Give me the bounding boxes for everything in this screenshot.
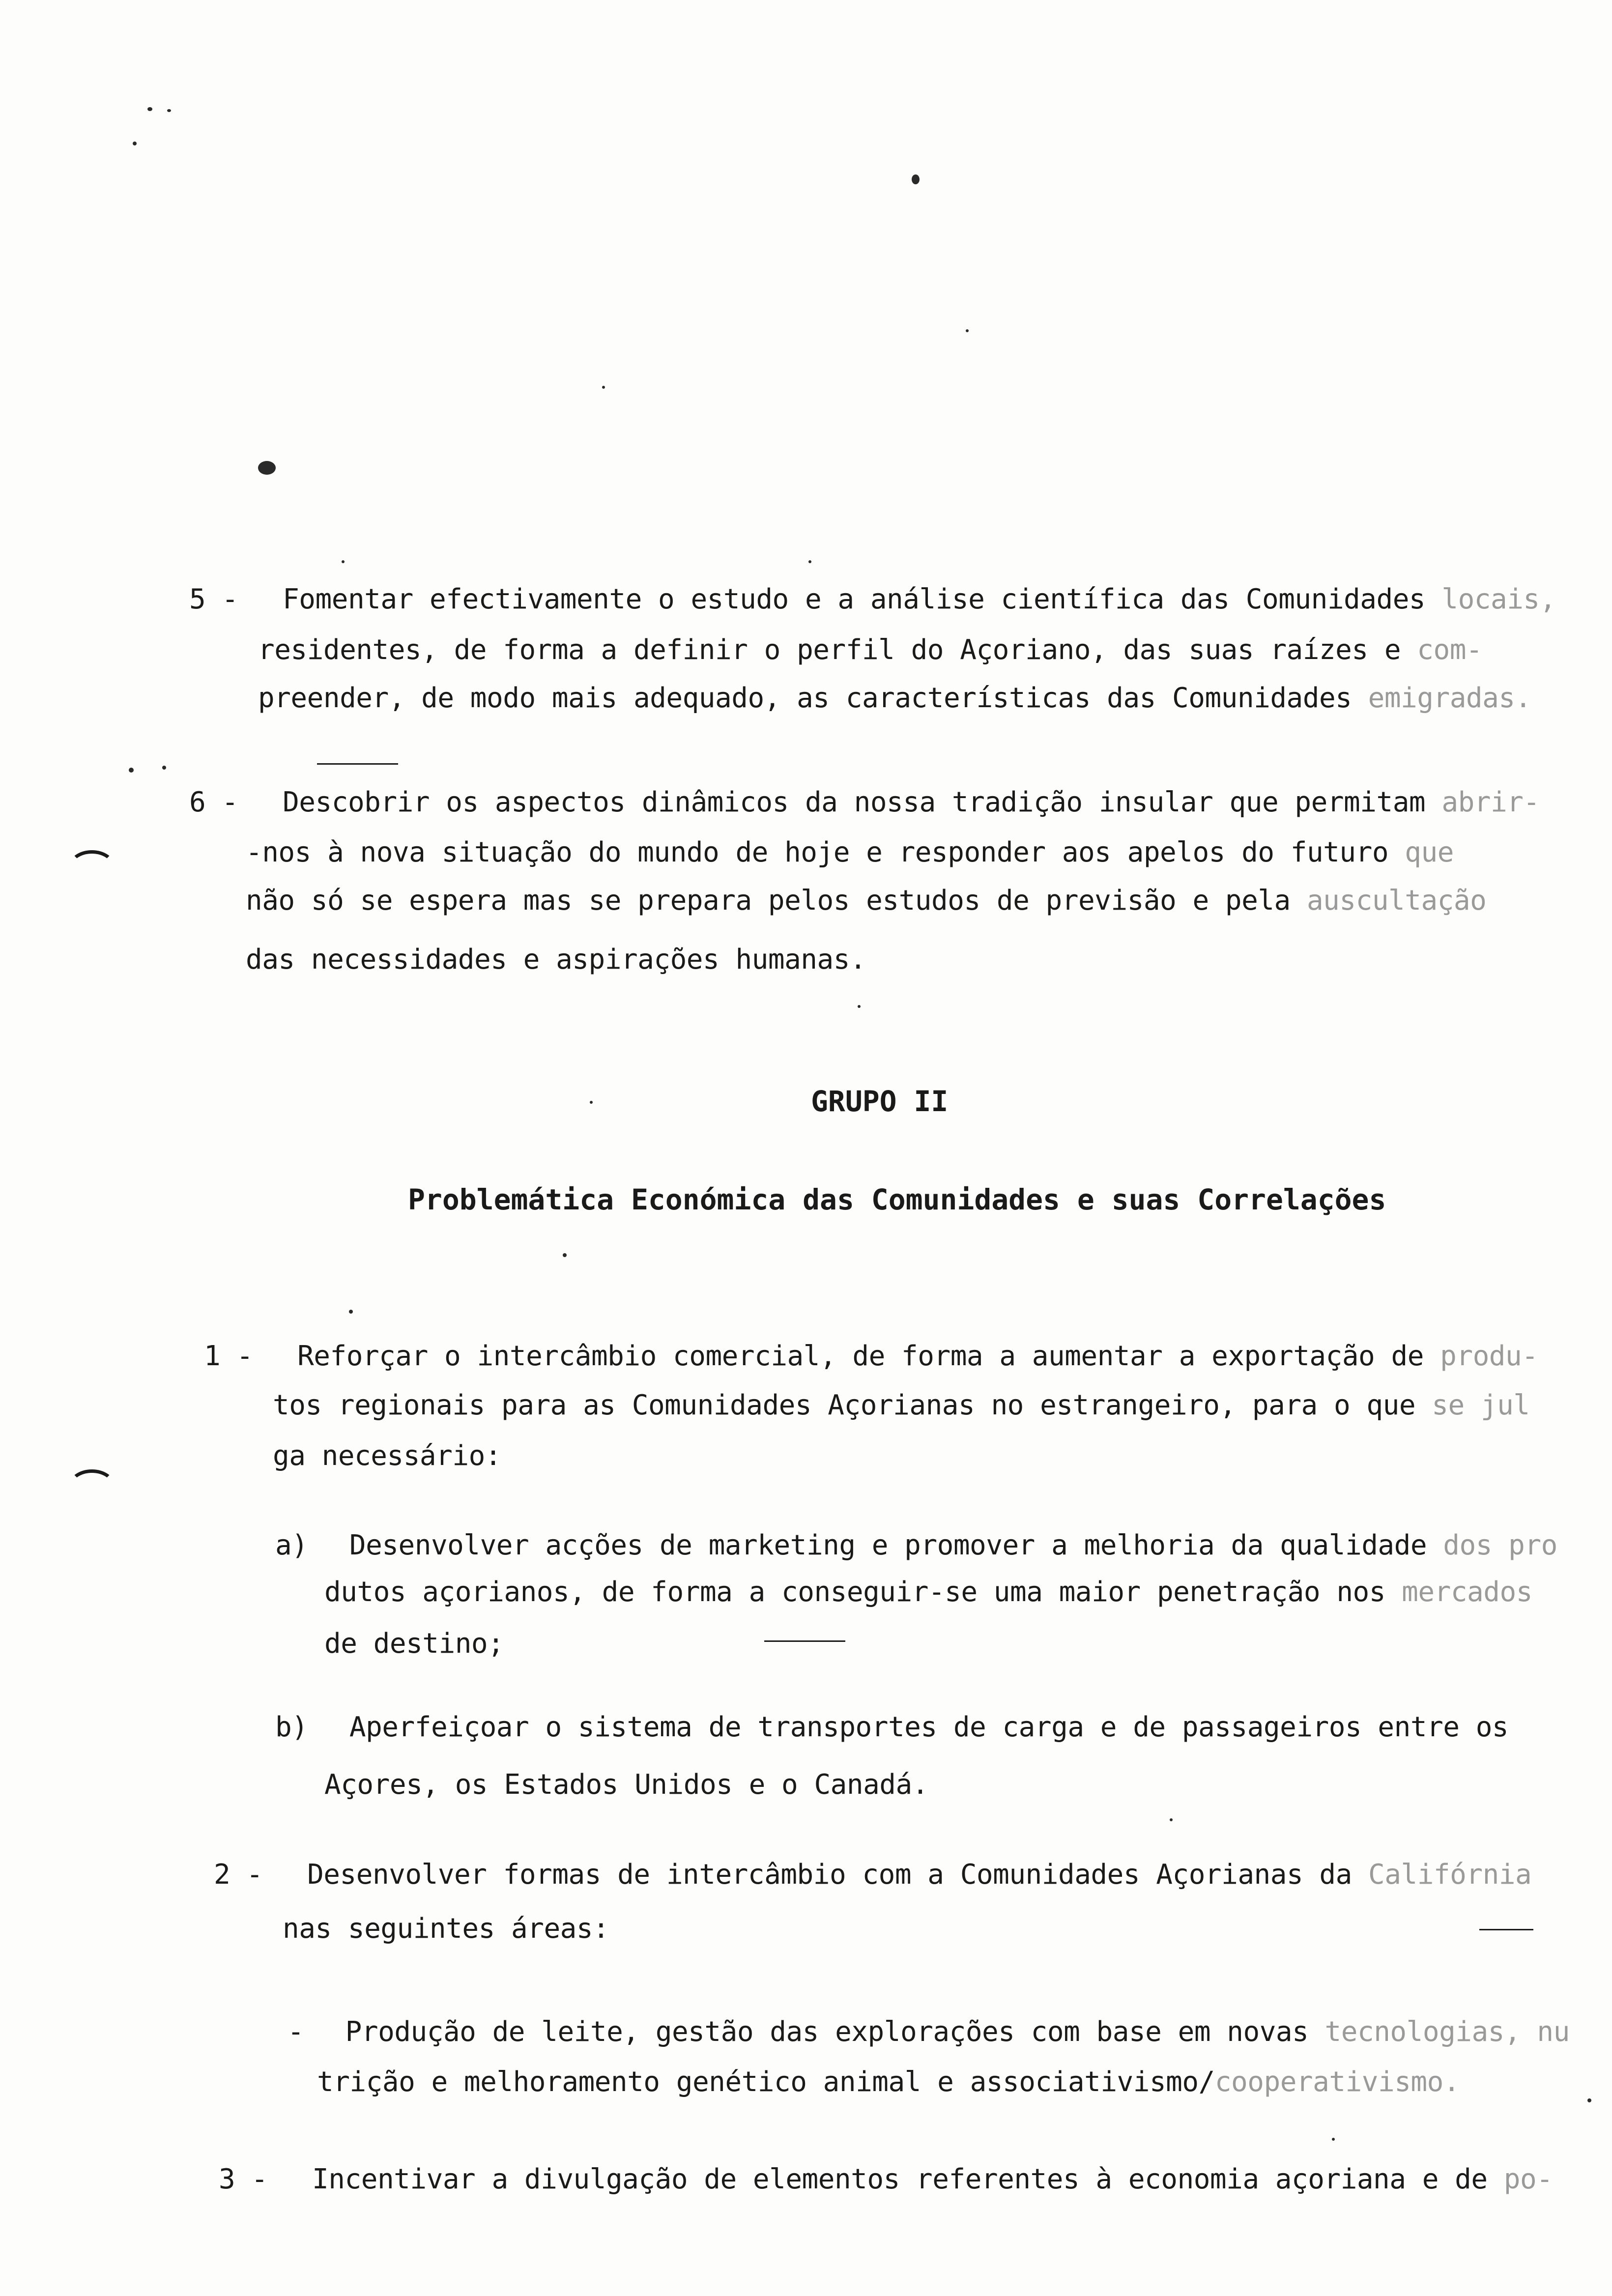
- faded-text: Califórnia: [1352, 1859, 1532, 1891]
- g2-item-1-line-2: [273, 1388, 1530, 1423]
- item-text: Fomentar efectivamente o estudo e a análise científica das Comunidades: [283, 583, 1426, 615]
- item-number: 3 -: [219, 2163, 268, 2195]
- scan-speck: [147, 107, 152, 111]
- item-number: 2 -: [214, 1859, 263, 1891]
- faded-text: locais,: [1425, 583, 1556, 615]
- scan-speck: [590, 1101, 593, 1104]
- group-title: GRUPO II: [811, 1085, 949, 1118]
- faded-text: entre os: [1361, 1711, 1509, 1743]
- item-text: não só se espera mas se prepara pelos estudos de previsão e pela: [246, 885, 1291, 917]
- item-text: nas seguintes áreas:: [283, 1913, 609, 1945]
- faded-text: abrir-: [1425, 786, 1540, 818]
- item-text: Descobrir os aspectos dinâmicos da nossa tradição insular que permitam: [283, 786, 1426, 818]
- item-number: a): [275, 1529, 308, 1561]
- item-6-line-2: [246, 835, 1454, 870]
- scan-speck: [133, 142, 137, 145]
- faded-text: produ-: [1423, 1340, 1538, 1372]
- g2-item-b-line-2: [324, 1768, 928, 1802]
- scan-speck: [342, 560, 345, 563]
- item-text: Produção de leite, gestão das explorações com base em novas: [345, 2016, 1309, 2048]
- separator-rule: [1479, 1929, 1533, 1930]
- g2-item-2-line-1: [214, 1858, 1531, 1892]
- item-text: Desenvolver formas de intercâmbio com a Comunidades Açorianas da: [307, 1859, 1352, 1891]
- g2-item-1-line-3: [273, 1439, 501, 1473]
- scan-speck: [258, 461, 276, 475]
- g2-item-3-line-1: [219, 2162, 1553, 2197]
- faded-text: emigradas.: [1352, 682, 1531, 714]
- item-text: das necessidades e aspirações humanas.: [246, 944, 866, 976]
- g2-item-2-line-2: [283, 1912, 609, 1946]
- scan-speck: [912, 174, 920, 184]
- item-text: Açores, os Estados Unidos e o Canadá.: [324, 1769, 928, 1801]
- scan-speck: [162, 766, 166, 770]
- scan-speck: [1587, 2098, 1591, 2102]
- item-number: -: [288, 2016, 304, 2048]
- item-text: -nos à nova situação do mundo de hoje e responder aos apelos do futuro: [246, 836, 1389, 868]
- item-number: b): [275, 1711, 308, 1743]
- punch-hole-mark: [69, 1469, 115, 1502]
- g2-item-dash-line-2: [317, 2065, 1460, 2099]
- item-text: ga necessário:: [273, 1440, 502, 1472]
- faded-text: com-: [1401, 634, 1483, 666]
- item-text: dutos açorianos, de forma a conseguir-se uma maior penetração nos: [324, 1576, 1385, 1608]
- scan-speck: [858, 1005, 861, 1008]
- separator-rule: [764, 1640, 845, 1642]
- faded-text: tecnologias, nu: [1308, 2016, 1570, 2048]
- item-6-line-3: [246, 884, 1486, 918]
- item-5-line-2: [258, 633, 1482, 667]
- scan-speck: [129, 768, 134, 773]
- scan-speck: [1332, 2138, 1335, 2141]
- scan-speck: [167, 109, 171, 112]
- g2-item-a-line-3: [324, 1627, 504, 1661]
- scan-speck: [602, 386, 605, 389]
- item-text: preender, de modo mais adequado, as características das Comunidades: [258, 682, 1352, 714]
- item-text: trição e melhoramento genético animal e associativismo/: [317, 2066, 1215, 2098]
- item-text: tos regionais para as Comunidades Açorianas no estrangeiro, para o que: [273, 1389, 1416, 1421]
- scan-speck: [966, 329, 969, 332]
- item-text: Desenvolver acções de marketing e promover a melhoria da qualidade: [349, 1529, 1427, 1561]
- item-number: 5 -: [189, 583, 238, 615]
- faded-text: cooperativismo.: [1214, 2066, 1460, 2098]
- g2-item-a-line-2: [324, 1575, 1532, 1609]
- separator-rule: [317, 763, 398, 765]
- scan-speck: [349, 1310, 353, 1314]
- faded-text: se jul: [1415, 1389, 1530, 1421]
- faded-text: mercados: [1385, 1576, 1532, 1608]
- punch-hole-mark: [69, 850, 115, 883]
- faded-text: dos pro: [1427, 1529, 1557, 1561]
- item-text: Incentivar a divulgação de elementos referentes à economia açoriana e de: [312, 2163, 1488, 2195]
- g2-item-1-line-1: [204, 1339, 1538, 1374]
- item-number: 1 -: [204, 1340, 253, 1372]
- g2-item-b-line-1: [275, 1710, 1508, 1745]
- faded-text: auscultação: [1290, 885, 1487, 917]
- scan-speck: [563, 1253, 567, 1257]
- item-5-line-3: [258, 681, 1531, 716]
- group-subtitle: Problemática Económica das Comunidades e suas Correlações: [408, 1183, 1386, 1216]
- item-5-line-1: [189, 582, 1556, 617]
- item-text: residentes, de forma a definir o perfil do Açoriano, das suas raízes e: [258, 634, 1401, 666]
- item-text: Reforçar o intercâmbio comercial, de forma a aumentar a exportação de: [297, 1340, 1424, 1372]
- scan-speck: [1170, 1818, 1173, 1821]
- item-6-line-1: [189, 785, 1540, 820]
- g2-item-a-line-1: [275, 1528, 1557, 1563]
- scan-speck: [808, 560, 811, 563]
- item-text: Aperfeiçoar o sistema de transportes de carga e de passageiros: [349, 1711, 1362, 1743]
- g2-item-dash-line-1: [288, 2015, 1570, 2049]
- item-number: 6 -: [189, 786, 238, 818]
- item-text: de destino;: [324, 1628, 504, 1660]
- faded-text: que: [1388, 836, 1454, 868]
- faded-text: po-: [1487, 2163, 1553, 2195]
- item-6-line-4: [246, 943, 866, 977]
